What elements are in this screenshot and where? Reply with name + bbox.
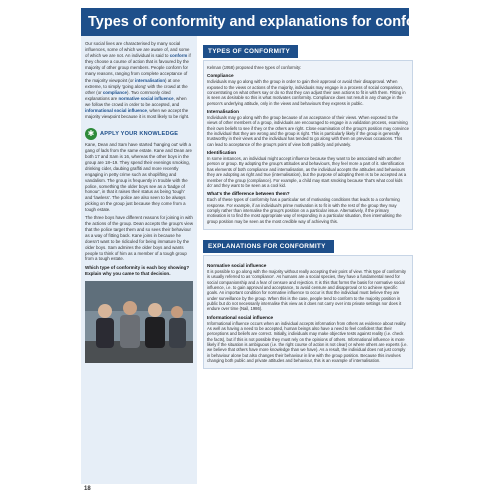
apply-paragraph-2: The three boys have different reasons for joining in with the actions of the group. Dean accepts the group's view that the police target them and so sees their behaviour as a way of fitting back. Kane joins in because he doesn't want to be ridiculed for being immature by the older boys. Sam admires the older boys and wants people to think of him as a member of a tough group from a tough estate.	[85, 215, 193, 262]
types-box	[203, 60, 413, 230]
explanations-heading: EXPLANATIONS FOR CONFORMITY	[203, 240, 334, 253]
apply-title: APPLY YOUR KNOWLEDGE	[100, 131, 179, 138]
compliance-title: Compliance	[207, 73, 234, 79]
internalisation-text: Individuals may go along with the group because of an acceptance of their views. When exposed to the views of other members of a group, individuals are encouraged to engage in a validation process, examining their own beliefs to see if they or the others are right. Close examination of the group's position may convince the individual that they are wrong and the group is right. This is particularly likely if the group is generally trustworthy in their views and the individual has tended to go along with them on previous occasions. This can lead to acceptance of the group's point of view both publicly and privately.	[207, 115, 409, 147]
identification-text: In some instances, an individual might accept influence because they want to be associated with another person or group. By adopting the group's attitudes and behaviours, they feel more a part of it. Identification has elements of both compliance and internalisation, as the individual accepts the attitudes and behaviours they are adopting as right and true (internalisation), but the purpose of adopting them is to be accepted as a member of the group (compliance). For example, a child may start smoking because 'that's what cool kids do' and they want to be seen as a cool kid.	[207, 156, 407, 188]
intro-text: Our social lives are characterised by many social influences, some of which we are aware of, and some of which we are not. An individual is said to conform if they choose a course of action that is favoured by the majority of other group members. People conform for many reasons, ranging from complete acceptance of the majority viewpoint (or internalisation) at one extreme, to simply 'going along' with the crowd at the other (or compliance). Two commonly cited explanations are normative social influence, when we follow the crowd in order to be accepted, and informational social influence, when we accept the majority viewpoint because it is most likely to be right.	[85, 41, 191, 120]
page-title: Types of conformity and explanations for conformity	[81, 8, 409, 36]
identification-title: Identification	[207, 150, 237, 156]
isi-title: Informational social influence	[207, 314, 274, 320]
apply-paragraph-1: Kane, Dean and Sam have started 'hanging out' with a gang of lads from the same estate. Kane and Dean are both 17 and Sam is 16, whereas the other boys in the group are 18–19. They spend their evenings smoking, drinking cider, daubing graffiti and more recently engaging in petty crime such as shoplifting and vandalism. The group is frequently in trouble with the police, something the older boys see as a 'badge of honour', in that it raises their status as being 'tough' and 'lawless'. The police are also seen to be always picking on the group just because they come from a tough estate.	[85, 142, 192, 213]
types-heading: TYPES OF CONFORMITY	[203, 45, 298, 58]
difference-text: Each of these types of conformity has a particular set of motivating conditions that leads to a conforming response. For example, if an individual's prime motivation is to fit in with the rest of the group they may comply rather than internalise the group's position on a particular issue. Alternatively, if the primary motivation is to find the most appropriate way of responding in a particular situation, then internalising the group position may be seen as the most credible way of achieving this.	[207, 197, 402, 224]
types-intro: Kelman (1958) proposed three types of conformity:	[207, 65, 302, 70]
compliance-text: Individuals may go along with the group in order to gain their approval or avoid their disapproval. When exposed to the views or actions of the majority, individuals may engage in a process of social comparison, concentrating on what others say or do so that they can adjust their own actions to fit in with them. Fitting in is seen as desirable so this is what motivates conformity. Compliance does not result in any change in the person's underlying attitude, only in the views and behaviours they express in public.	[207, 79, 406, 106]
left-sidebar	[81, 36, 197, 484]
difference-title: What's the difference between them?	[207, 191, 290, 197]
explanations-box	[203, 255, 413, 370]
internalisation-title: Internalisation	[207, 109, 240, 115]
isi-text: Informational influence occurs when an individual accepts information from others as evidence about reality. As well as having a need to be accepted, human beings also have a need to feel confident that their perceptions and beliefs are correct. Initially, individuals may make objective tests against reality (i.e. check the facts), but if this is not possible they must rely on the opinions of others. Informational influence is more likely if the situation is ambiguous (i.e. the right course of action is not clear) or where others are experts (i.e. we believe that others have more knowledge than we have). As a result, the individual does not just comply in behaviour alone but also changes their behaviour in line with the group position. Because this involves changing both public and private attitudes and behaviour, this is an example of internalisation.	[207, 320, 408, 364]
paw-icon: ✱	[85, 128, 97, 140]
apply-question: Which type of conformity is each boy showing? Explain why you came to that decision.	[85, 265, 190, 277]
apply-knowledge-box	[85, 128, 193, 363]
page-number: 18	[84, 486, 91, 492]
nsi-text: It is possible to go along with the majority without really accepting their point of view. This type of conformity is usually referred to as 'compliance'. As humans are a social species, they have a fundamental need for social companionship and a fear of censure and rejection. It is this that forms the basis for normative social influence, i.e. to gain approval and acceptance, to avoid censure and disapproval or to achieve specific goals. An important condition for normative influence to occur is that the individual must believe they are under surveillance by the group. When this is the case, people tend to conform to the majority position in public but do not necessarily internalise this view as it does not carry over into private settings nor does it endure over time (Nail, 1986).	[207, 268, 406, 312]
group-photo	[85, 281, 193, 363]
main-content	[203, 40, 413, 369]
nsi-title: Normative social influence	[207, 262, 267, 268]
